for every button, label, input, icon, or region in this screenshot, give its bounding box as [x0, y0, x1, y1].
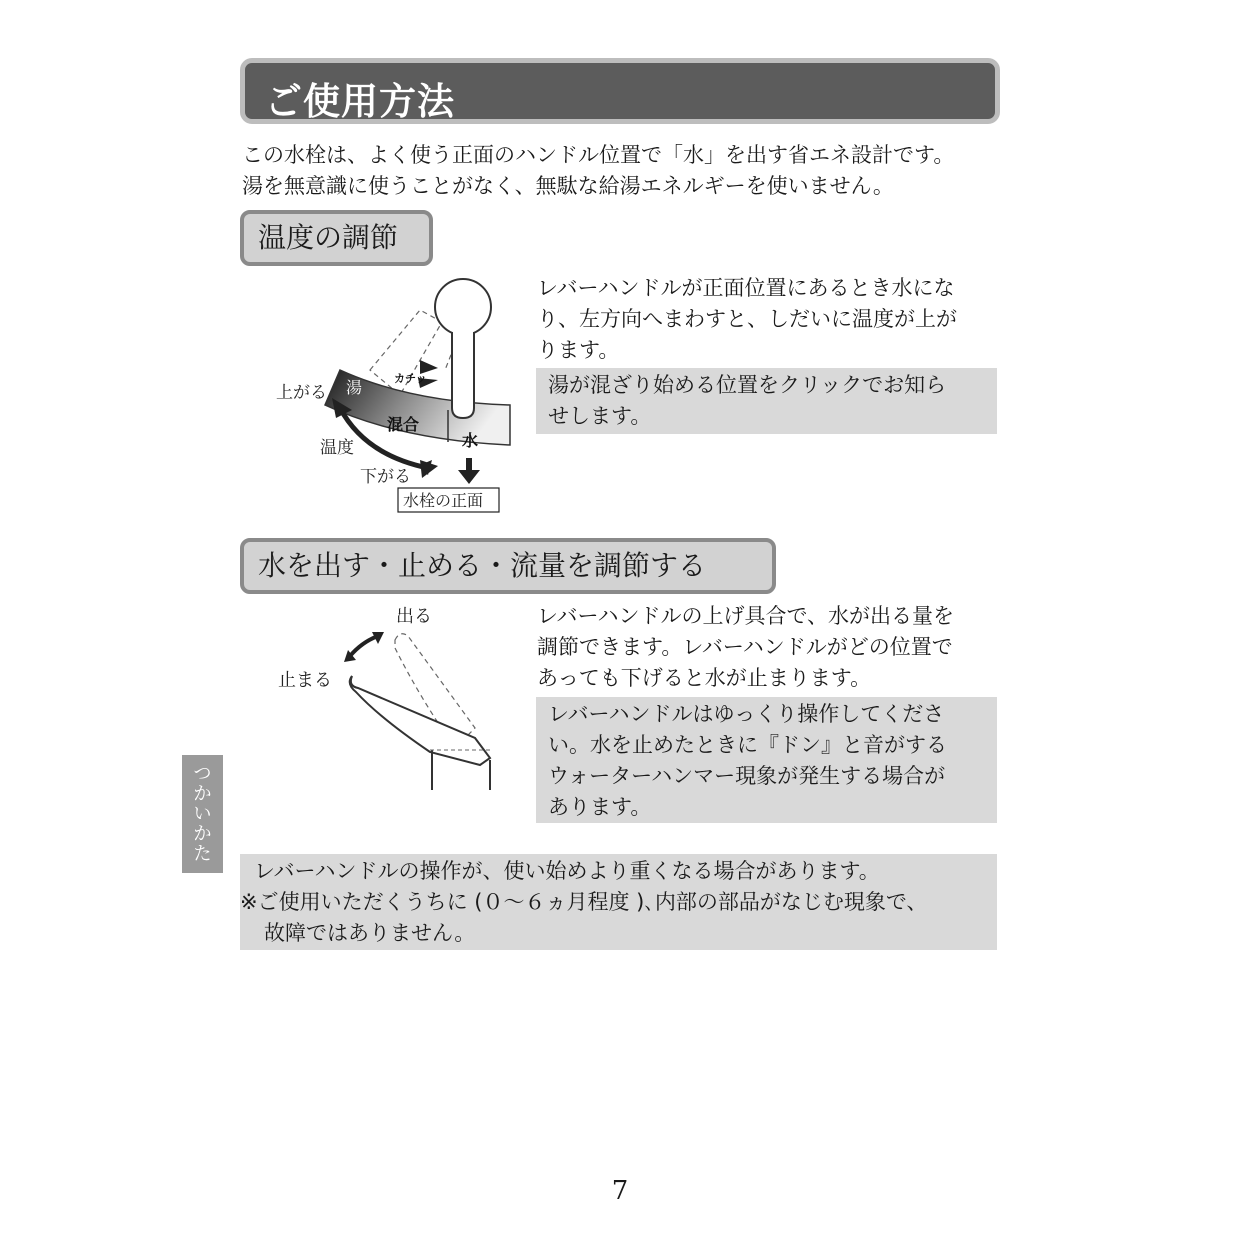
flow-text-line: あっても下げると水が止まります。	[537, 666, 872, 690]
warning-line: ※ご使用いただくうちに (０～６ヵ月程度 )､内部の部品がなじむ現象で、	[240, 890, 928, 914]
label-stop: 止まる	[278, 670, 332, 691]
flow-double-arrow	[350, 636, 378, 656]
flow-note-line: い。水を止めたときに『ドン』と音がする	[548, 733, 947, 757]
side-tab-usage[interactable]: つかいかた	[182, 755, 223, 873]
flow-diagram	[270, 600, 510, 800]
flow-text	[537, 601, 954, 694]
handle-lever	[452, 332, 474, 418]
warning-line: レバーハンドルの操作が、使い始めより重くなる場合があります。	[254, 859, 880, 883]
label-open: 出る	[396, 606, 432, 627]
label-temp: 温度	[320, 438, 354, 458]
label-temp-down: 下がる	[360, 467, 411, 487]
label-click: カチッ	[394, 372, 427, 385]
flow-text-line: 調節できます。レバーハンドルがどの位置で	[537, 635, 953, 659]
section-heading-flow: 水を出す・止める・流量を調節する	[240, 538, 776, 594]
section-heading-temperature: 温度の調節	[240, 210, 433, 266]
temperature-text-line: り、左方向へまわすと、しだいに温度が上が	[537, 307, 957, 331]
temperature-note-line: 湯が混ざり始める位置をクリックでお知ら	[548, 373, 947, 397]
warning-line: 故障ではありません。	[264, 921, 476, 945]
label-faucet-front: 水栓の正面	[403, 491, 484, 510]
label-hot: 湯	[346, 378, 363, 397]
temperature-note-line: せします。	[548, 404, 652, 428]
flow-text-line: レバーハンドルの上げ具合で、水が出る量を	[537, 604, 955, 628]
warning-box	[240, 854, 997, 950]
page-title: ご使用方法	[265, 80, 455, 123]
temperature-text	[537, 273, 957, 366]
label-temp-up: 上がる	[276, 383, 327, 403]
intro-line: 湯を無意識に使うことがなく、無駄な給湯エネルギーを使いません。	[242, 174, 894, 198]
temperature-diagram	[270, 270, 520, 520]
flow-note-line: あります。	[548, 795, 652, 819]
page-title-bar	[240, 58, 1000, 124]
intro-line: この水栓は、よく使う正面のハンドル位置で「水」を出す省エネ設計です。	[242, 143, 955, 167]
flow-note	[536, 697, 997, 823]
label-water: 水	[462, 431, 479, 450]
temperature-note	[536, 368, 997, 434]
temperature-text-line: ります。	[537, 338, 620, 362]
label-mix: 混合	[387, 415, 420, 434]
handle-knob	[435, 279, 491, 335]
intro-text	[242, 140, 954, 202]
flow-note-line: ウォーターハンマー現象が発生する場合が	[548, 764, 946, 788]
temperature-text-line: レバーハンドルが正面位置にあるとき水にな	[537, 276, 955, 300]
page-number: 7	[611, 1176, 629, 1206]
flow-note-line: レバーハンドルはゆっくり操作してくださ	[548, 702, 945, 726]
